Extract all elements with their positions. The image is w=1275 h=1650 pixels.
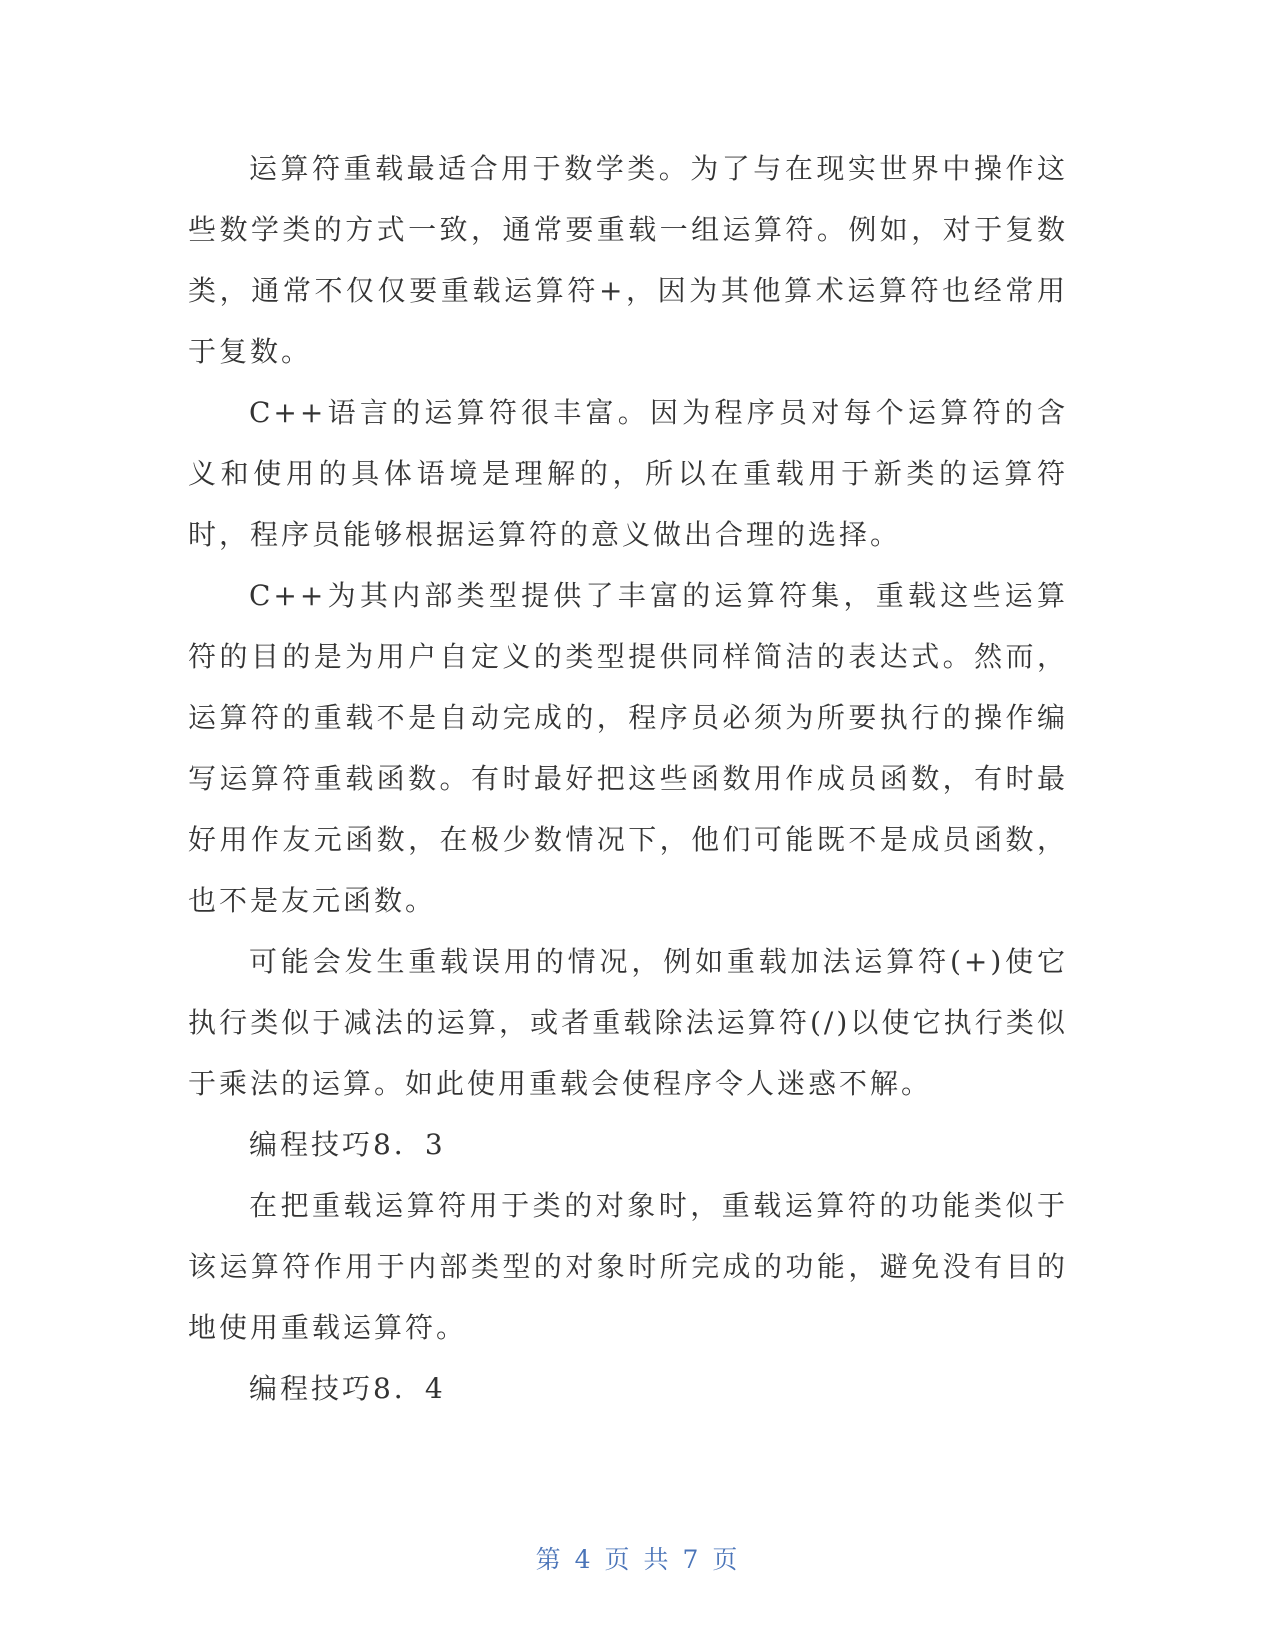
footer-page-unit: 页 xyxy=(604,1545,632,1574)
footer-current-page: 4 xyxy=(574,1545,593,1574)
footer-total-label: 共 xyxy=(643,1545,671,1574)
footer-total-pages: 7 xyxy=(682,1545,701,1574)
page-footer xyxy=(0,1540,1275,1576)
section-heading: 编程技巧8．4 xyxy=(249,1372,446,1405)
paragraph: 可能会发生重载误用的情况，例如重载加法运算符(+)使它执行类似于减法的运算，或者重载除法运算符(/)以使它执行类似于乘法的运算。如此使用重载会使程序令人迷惑不解。 xyxy=(188,945,1068,1100)
paragraph: C++为其内部类型提供了丰富的运算符集，重载这些运算符的目的是为用户自定义的类型提供同样简洁的表达式。然而，运算符的重载不是自动完成的，程序员必须为所要执行的操作编写运算符重载函数。有时最好把这些函数用作成员函数，有时最好用作友元函数，在极少数情况下，他们可能既不是成员函数，也不是友元函数。 xyxy=(188,579,1068,917)
paragraph: 运算符重载最适合用于数学类。为了与在现实世界中操作这些数学类的方式一致，通常要重载一组运算符。例如，对于复数类，通常不仅仅要重载运算符+，因为其他算术运算符也经常用于复数。 xyxy=(188,152,1068,368)
paragraph: 在把重载运算符用于类的对象时，重载运算符的功能类似于该运算符作用于内部类型的对象时所完成的功能，避免没有目的地使用重载运算符。 xyxy=(188,1189,1068,1344)
paragraph: C++语言的运算符很丰富。因为程序员对每个运算符的含义和使用的具体语境是理解的，所以在重载用于新类的运算符时，程序员能够根据运算符的意义做出合理的选择。 xyxy=(188,396,1068,551)
section-heading: 编程技巧8．3 xyxy=(249,1128,446,1161)
footer-prefix: 第 xyxy=(535,1545,563,1574)
footer-total-unit: 页 xyxy=(712,1545,740,1574)
document-body xyxy=(188,138,1068,1419)
